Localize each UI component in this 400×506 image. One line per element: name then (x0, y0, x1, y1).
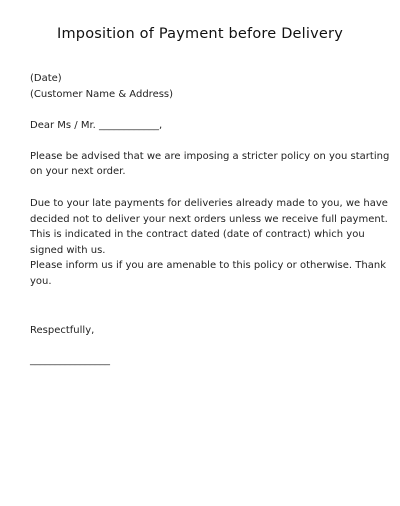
paragraph-line: Due to your late payments for deliveries already made to you, we have (30, 197, 388, 209)
paragraph-line: signed with us. (30, 244, 106, 256)
paragraph-line: you. (30, 275, 52, 287)
paragraph-line: decided not to deliver your next orders unless we receive full payment. (30, 213, 388, 225)
closing: Respectfully, (30, 324, 95, 336)
paragraph-line: Please be advised that we are imposing a stricter policy on you starting (30, 150, 390, 162)
paragraph-line: Please inform us if you are amenable to this policy or otherwise. Thank (30, 260, 386, 272)
date-line: (Date) (30, 73, 62, 84)
salutation: Dear Ms / Mr. ____________, (30, 120, 163, 132)
customer-line: (Customer Name & Address) (30, 88, 174, 100)
signature-line: ________________ (30, 355, 110, 367)
paragraph-line: on your next order. (30, 166, 126, 178)
paragraph-line: This is indicated in the contract dated (date of contract) which you (30, 229, 365, 241)
paragraph-2 (30, 196, 388, 290)
paragraph-1 (30, 149, 390, 180)
letter-body (30, 71, 390, 369)
letter-title: Imposition of Payment before Delivery (57, 26, 343, 42)
